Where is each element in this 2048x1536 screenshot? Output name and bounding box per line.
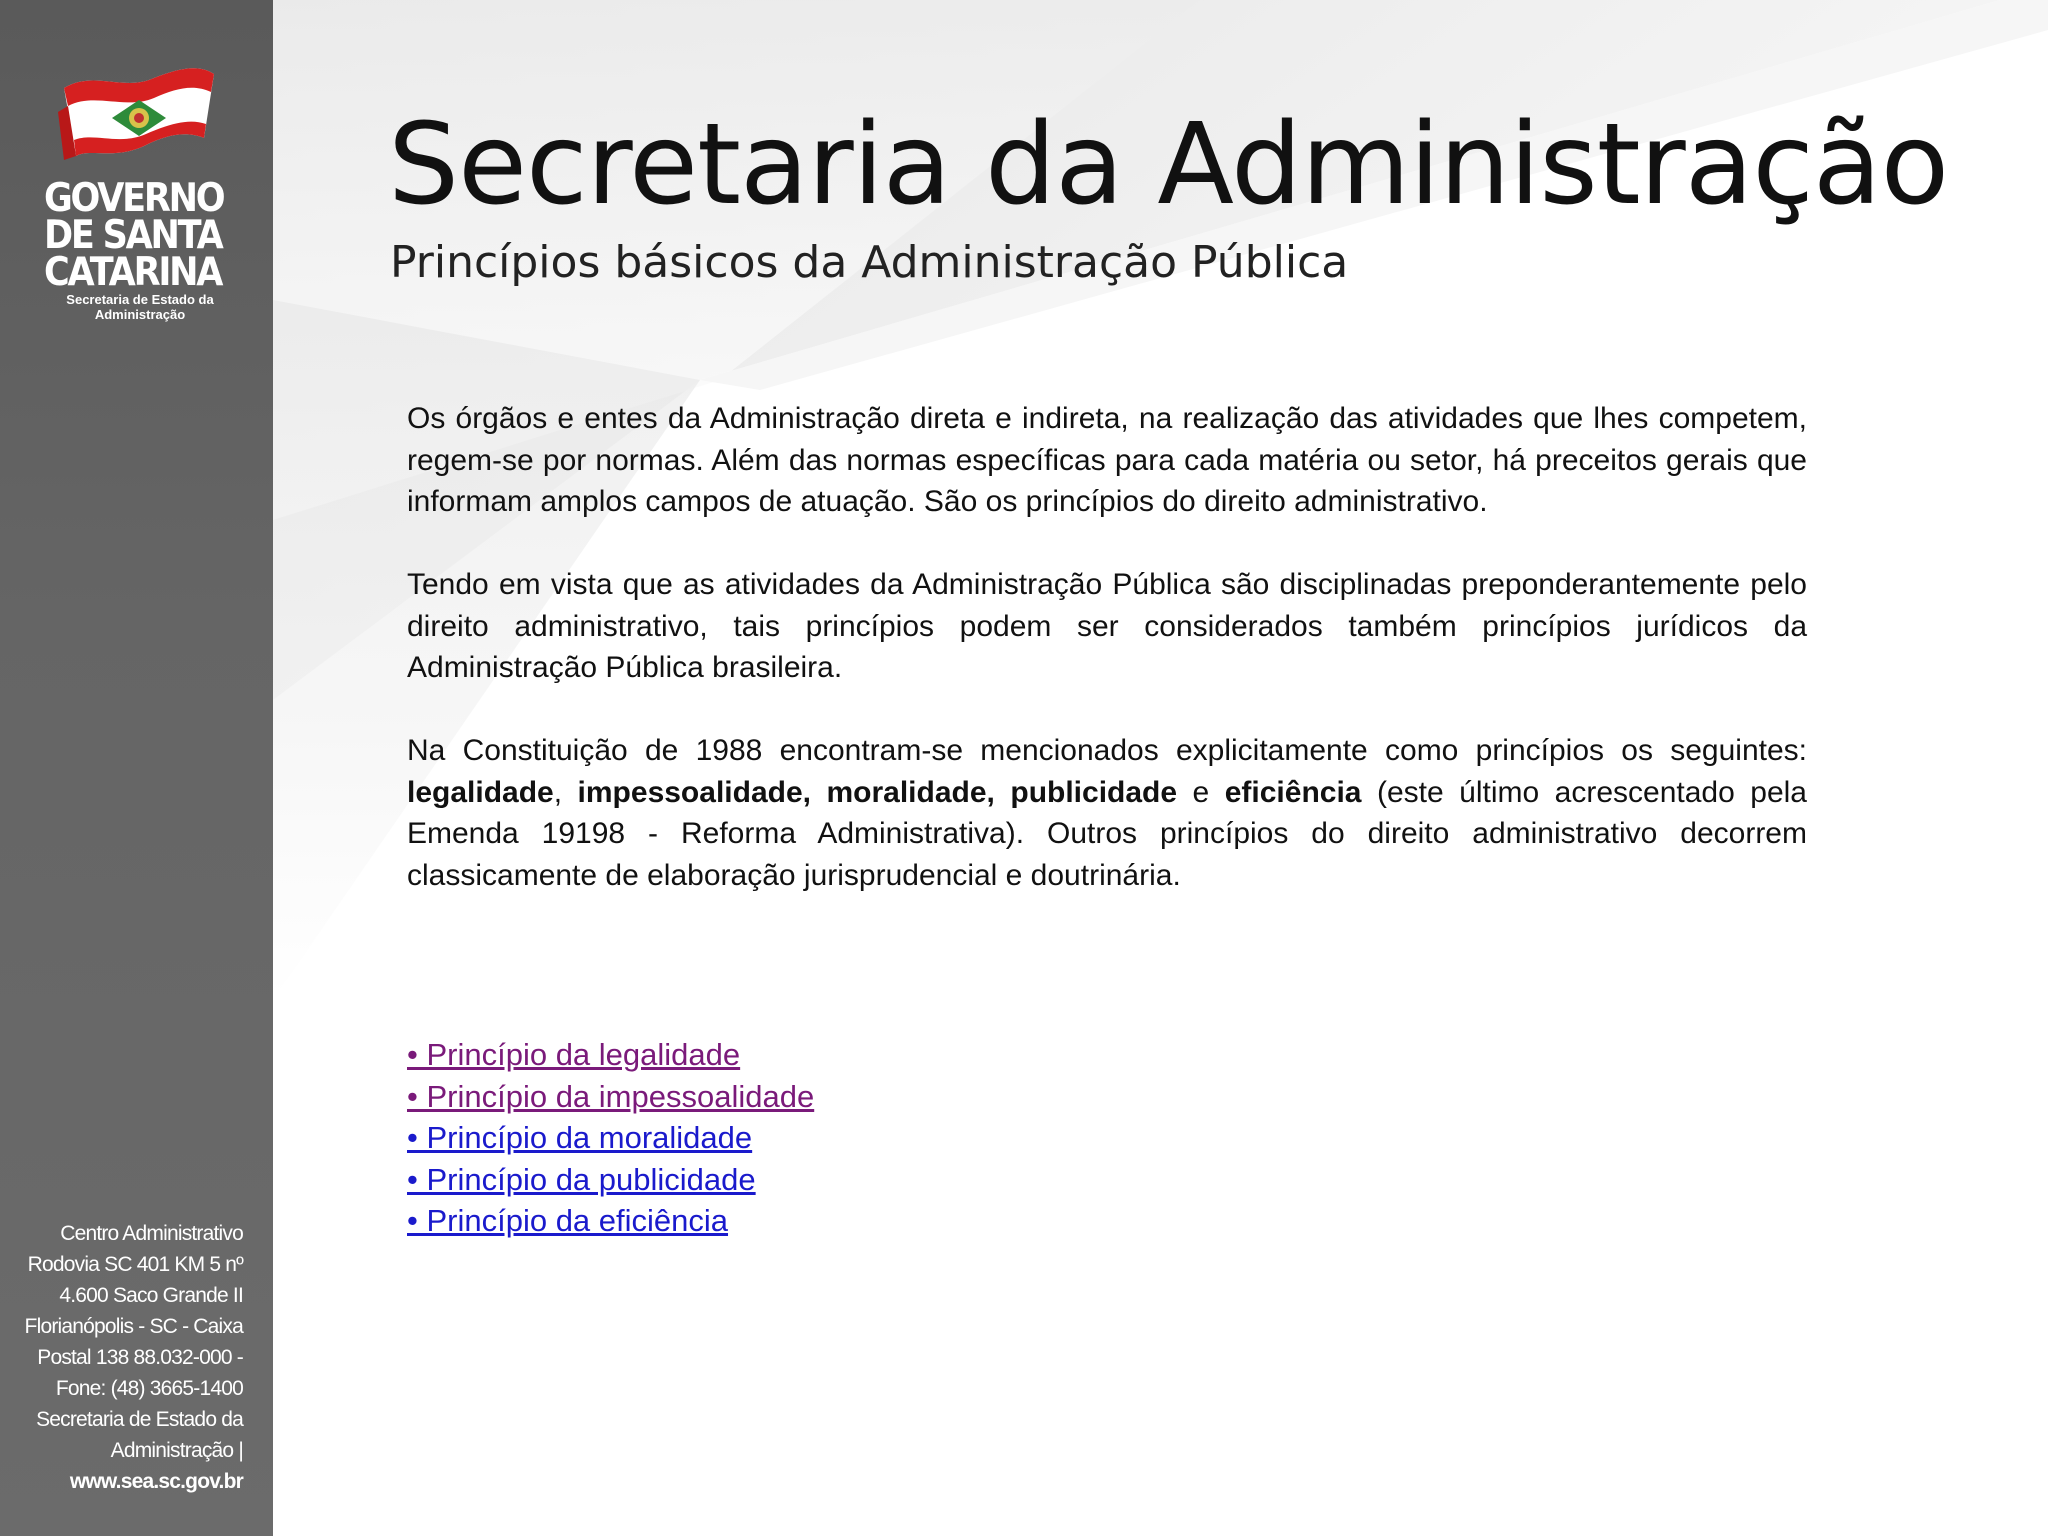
page-title: Secretaria da Administração [388,100,1949,230]
logo-line-1: GOVERNO [44,176,224,221]
separator [811,776,827,809]
paragraph-constitution-rest: (este último acrescentado pela Emenda 19198 - Reforma Administrativa). Outros princípios do direito administrativo decorrem classicamente de elaboração jurisprudencial e doutrinária. [407,775,1807,892]
link-principio-legalidade[interactable]: • Princípio da legalidade [407,1037,741,1072]
link-principio-impessoalidade[interactable]: • Princípio da impessoalidade [407,1078,815,1114]
logo-subtitle-line-2: Administração [94,307,186,322]
paragraph-constitution [407,730,1807,896]
separator: , [553,775,578,809]
page-subtitle: Princípios básicos da Administração Pública [390,237,1349,288]
logo-wordmark [44,176,233,295]
sidebar [0,0,273,1536]
separator [995,776,1011,809]
link-principio-moralidade[interactable]: • Princípio da moralidade [407,1120,753,1155]
principle-eficiencia: eficiência [1224,775,1362,809]
paragraph-constitution-intro: Na Constituição de 1988 encontram-se mencionados explicitamente como princípios os seguintes: [407,734,1807,767]
main-content [407,398,1807,938]
logo-subtitle-line-1: Secretaria de Estado da [66,292,214,307]
address-line: Florianópolis - SC - Caixa [24,1315,243,1338]
address-line: Administração | [110,1439,243,1462]
principle-publicidade: publicidade [1010,775,1178,809]
logo-line-2: DE SANTA [44,213,222,258]
address-line: Secretaria de Estado da [36,1408,243,1431]
logo-line-3: CATARINA [44,250,222,295]
address-line: Centro Administrativo [60,1222,243,1245]
address-block [13,1218,243,1497]
address-line: Postal 138 88.032-000 - [37,1346,243,1369]
principles-link-list [407,1034,814,1242]
paragraph-intro: Os órgãos e entes da Administração direta e indireta, na realização das atividades que lhes competem, regem-se por normas. Além das normas específicas para cada matéria ou setor, há preceitos gerais que informam amplos campos de atuação. São os princípios do direito administrativo. [407,402,1807,518]
link-principio-publicidade[interactable]: • Princípio da publicidade [407,1161,756,1197]
website-link[interactable]: www.sea.sc.gov.br [69,1470,243,1493]
principle-impessoalidade: impessoalidade, [577,775,811,809]
santa-catarina-flag-icon [54,60,224,180]
principle-moralidade: moralidade, [826,775,995,809]
paragraph-context: Tendo em vista que as atividades da Administração Pública são disciplinadas preponderantemente pelo direito administrativo, tais princípios podem ser considerados também princípios jurídicos da Administração Pública brasileira. [407,568,1807,684]
logo-subtitle [40,292,240,322]
principle-legalidade: legalidade [407,775,554,809]
address-line: Rodovia SC 401 KM 5 nº [27,1253,243,1276]
address-line: 4.600 Saco Grande II [59,1284,243,1307]
separator: e [1177,775,1225,809]
link-principio-eficiencia[interactable]: • Princípio da eficiência [407,1203,729,1238]
address-line: Fone: (48) 3665-1400 [55,1377,243,1400]
